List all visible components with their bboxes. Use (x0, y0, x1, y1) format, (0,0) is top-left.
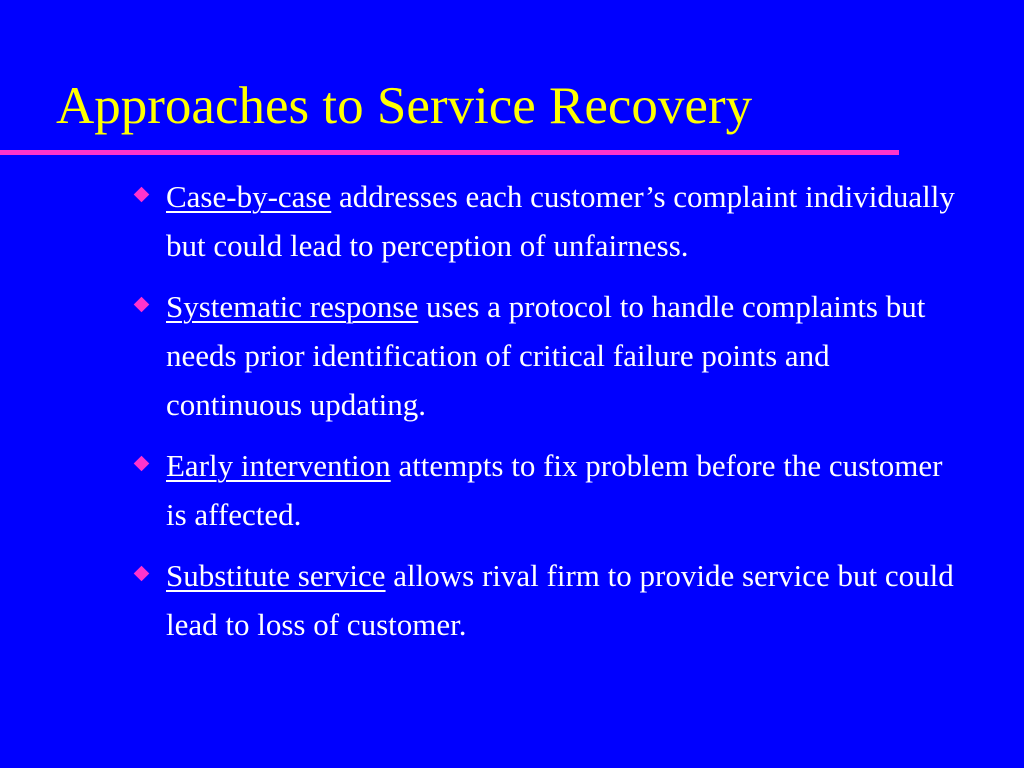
bullet-item-systematic-response (130, 282, 970, 429)
diamond-bullet-icon (134, 297, 150, 313)
bullet-text: allows rival firm to provide service but could lead to loss of customer. (166, 558, 954, 642)
bullet-item-early-intervention (130, 441, 970, 539)
term-case-by-case: Case-by-case (166, 179, 332, 214)
title-underline-rule (0, 150, 899, 155)
bullet-text: addresses each customer’s complaint individually but could lead to perception of unfairness. (166, 179, 955, 263)
bullet-item-substitute-service (130, 551, 970, 649)
slide-title: Approaches to Service Recovery (56, 77, 753, 135)
bullet-text: attempts to fix problem before the customer is affected. (166, 448, 943, 532)
term-systematic-response: Systematic response (166, 289, 419, 324)
diamond-bullet-icon (134, 566, 150, 582)
diamond-bullet-icon (134, 456, 150, 472)
bullet-item-case-by-case (130, 172, 970, 270)
diamond-bullet-icon (134, 187, 150, 203)
bullet-text: uses a protocol to handle complaints but needs prior identification of critical failure points and continuous updating. (166, 289, 926, 422)
term-early-intervention: Early intervention (166, 448, 391, 483)
term-substitute-service: Substitute service (166, 558, 386, 593)
bullet-list (130, 172, 970, 661)
